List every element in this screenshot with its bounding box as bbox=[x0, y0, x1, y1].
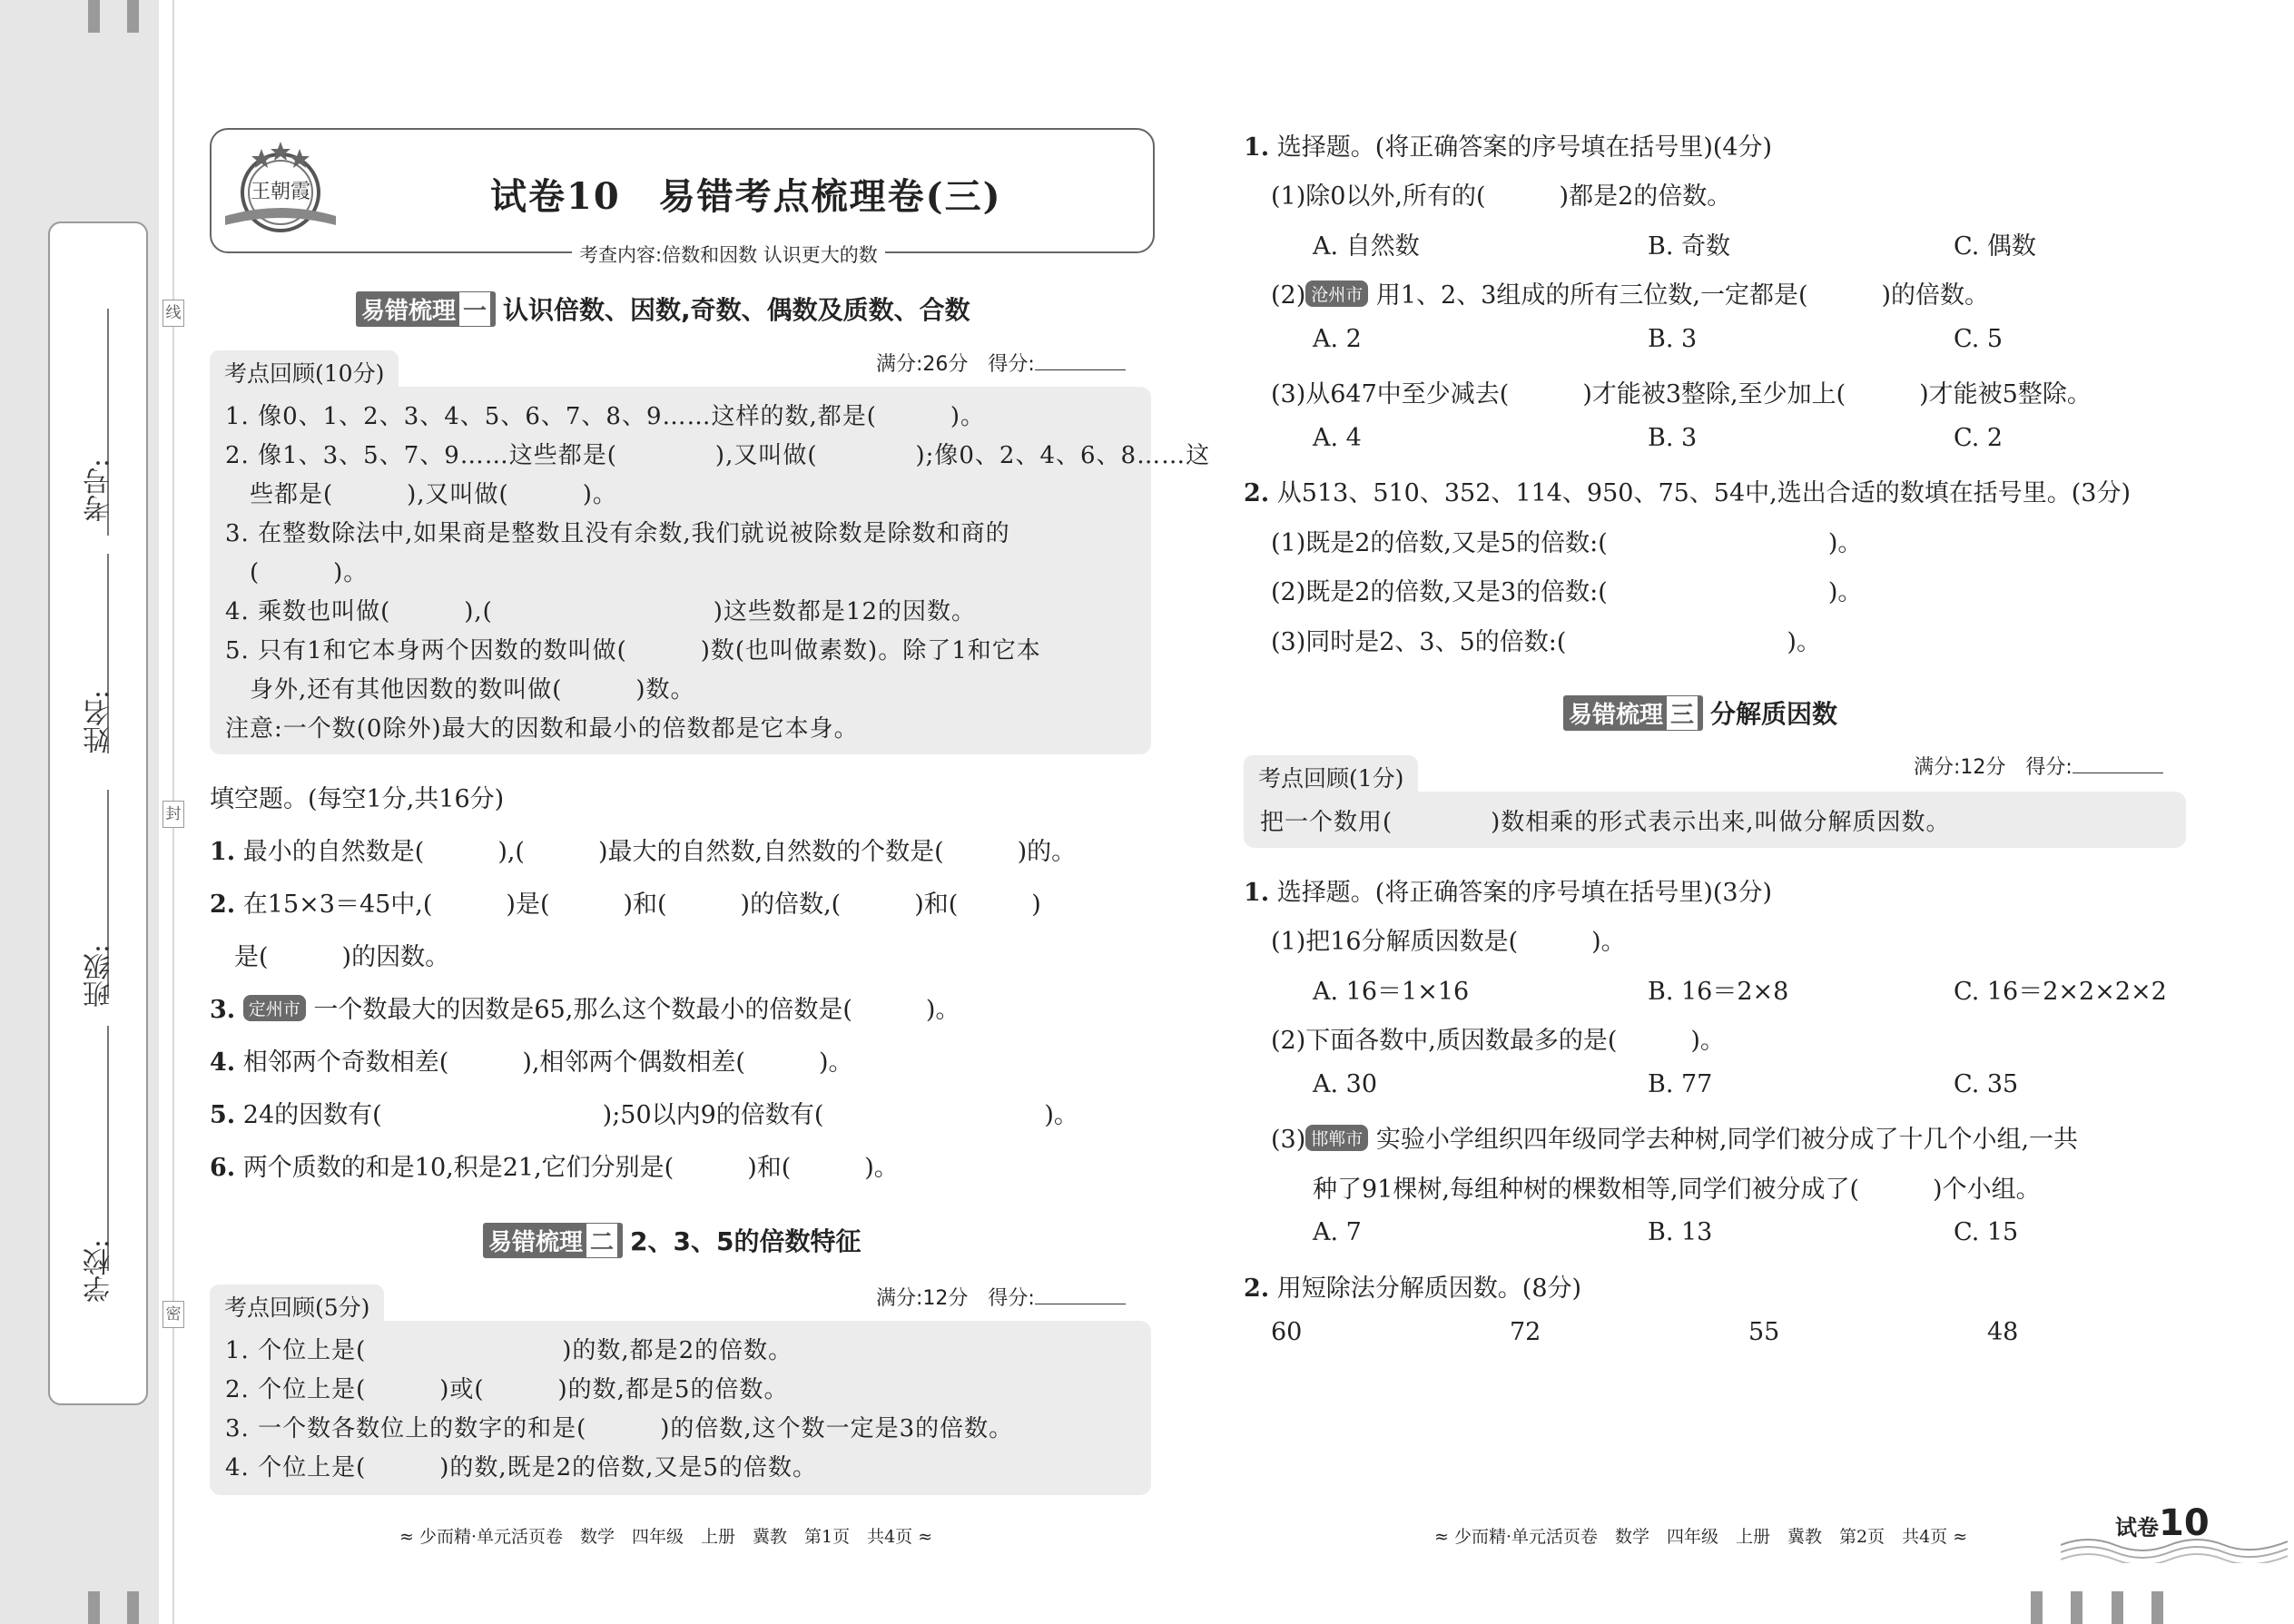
review-line: 1. 个位上是( )的数,都是2的倍数。 bbox=[225, 1337, 793, 1364]
review-line: 1. 像0、1、2、3、4、5、6、7、8、9……这样的数,都是( )。 bbox=[225, 403, 986, 430]
city-tag: 定州市 bbox=[243, 995, 306, 1021]
tick-mark bbox=[127, 0, 139, 33]
review-line: 2. 像1、3、5、7、9……这些都是( ),又叫做( );像0、2、4、6、8……这 bbox=[225, 442, 1211, 469]
cut-mark-secret: 密 bbox=[162, 1301, 184, 1328]
factor-number: 48 bbox=[1987, 1318, 2019, 1346]
section3-tag: 易错梳理 三 bbox=[1563, 695, 1703, 731]
tick-mark bbox=[88, 1591, 100, 1624]
option-b[interactable]: B. 3 bbox=[1648, 424, 1698, 452]
factor-number: 72 bbox=[1510, 1318, 1541, 1346]
logo-text: 王朝霞 bbox=[250, 181, 311, 203]
question-6: 6. 两个质数的和是10,积是21,它们分别是( )和( )。 bbox=[210, 1154, 899, 1182]
right-q1-2-stem: (2) 沧州市 用1、2、3组成的所有三位数,一定都是( )的倍数。 bbox=[1271, 281, 1990, 310]
section1-tag: 易错梳理 一 bbox=[356, 291, 496, 327]
question-4: 4. 相邻两个奇数相差( ),相邻两个偶数相差( )。 bbox=[210, 1048, 853, 1077]
option-a[interactable]: A. 2 bbox=[1313, 325, 1362, 353]
review-line: 3. 一个数各数位上的数字的和是( )的倍数,这个数一定是3的倍数。 bbox=[225, 1415, 1014, 1442]
right-q2-title: 2. 从513、510、352、114、950、75、54中,选出合适的数填在括号里。(3分) bbox=[1244, 479, 2131, 507]
right-q1-1-stem: (1)除0以外,所有的( )都是2的倍数。 bbox=[1271, 182, 1732, 211]
question-5: 5. 24的因数有( );50以内9的倍数有( )。 bbox=[210, 1101, 1078, 1129]
s3-q1-1-stem: (1)把16分解质因数是( )。 bbox=[1271, 928, 1626, 956]
score-blank[interactable] bbox=[1035, 369, 1126, 370]
right-q2-item: (2)既是2的倍数,又是3的倍数:( )。 bbox=[1271, 578, 1863, 606]
s3-q1-title: 1. 选择题。(将正确答案的序号填在括号里)(3分) bbox=[1244, 879, 1773, 907]
right-q2-item: (3)同时是2、3、5的倍数:( )。 bbox=[1271, 628, 1821, 656]
cut-mark-line: 线 bbox=[162, 300, 184, 327]
option-b[interactable]: B. 3 bbox=[1648, 325, 1698, 353]
section2-heading: 易错梳理 二 2、3、5的倍数特征 bbox=[483, 1222, 861, 1258]
option-c[interactable]: C. 16＝2×2×2×2 bbox=[1954, 978, 2167, 1006]
tick-mark bbox=[88, 0, 100, 33]
tick-mark bbox=[2031, 1591, 2043, 1624]
option-a[interactable]: A. 自然数 bbox=[1313, 232, 1420, 261]
s3-q1-3-stem: (3) 邯郸市 实验小学组织四年级同学去种树,同学们被分成了十几个小组,一共 bbox=[1271, 1126, 2079, 1154]
tick-mark bbox=[127, 1591, 139, 1624]
section1-review-tab: 考点回顾(10分) bbox=[210, 350, 399, 394]
option-c[interactable]: C. 偶数 bbox=[1954, 232, 2036, 261]
class-label: 班级: bbox=[84, 944, 115, 1009]
review-line: 把一个数用( )数相乘的形式表示出来,叫做分解质因数。 bbox=[1260, 809, 1951, 836]
city-tag: 沧州市 bbox=[1305, 281, 1368, 307]
option-c[interactable]: C. 5 bbox=[1954, 325, 2004, 353]
question-2: 2. 在15×3＝45中,( )是( )和( )的倍数,( )和( ) bbox=[210, 891, 1041, 919]
section3-score: 满分:12分 得分: bbox=[1914, 752, 2163, 780]
option-b[interactable]: B. 77 bbox=[1648, 1070, 1713, 1098]
footer-left: ≈ 少而精·单元活页卷 数学 四年级 上册 冀教 第1页 共4页 ≈ bbox=[399, 1527, 933, 1547]
factor-number: 55 bbox=[1748, 1318, 1780, 1346]
right-q1-title: 1. 选择题。(将正确答案的序号填在括号里)(4分) bbox=[1244, 133, 1773, 162]
option-c[interactable]: C. 15 bbox=[1954, 1218, 2019, 1246]
paper-title: 试卷10 易错考点梳理卷(三) bbox=[490, 175, 1002, 218]
footer-right: ≈ 少而精·单元活页卷 数学 四年级 上册 冀教 第2页 共4页 ≈ bbox=[1434, 1527, 1968, 1547]
exam-number-label: 考号: bbox=[84, 458, 115, 523]
s3-q2-title: 2. 用短除法分解质因数。(8分) bbox=[1244, 1275, 1582, 1303]
review-line: 身外,还有其他因数的数叫做( )数。 bbox=[225, 676, 695, 704]
section2-score: 满分:12分 得分: bbox=[876, 1283, 1126, 1311]
section3-heading: 易错梳理 三 分解质因数 bbox=[1563, 694, 1837, 731]
tick-mark bbox=[2071, 1591, 2082, 1624]
review-line: 4. 个位上是( )的数,既是2的倍数,又是5的倍数。 bbox=[225, 1454, 817, 1481]
review-line: 5. 只有1和它本身两个因数的数叫做( )数(也叫做素数)。除了1和它本 bbox=[225, 637, 1041, 664]
section1-score: 满分:26分 得分: bbox=[876, 349, 1126, 377]
review-note: 注意:一个数(0除外)最大的因数和最小的倍数都是它本身。 bbox=[225, 715, 859, 743]
tick-mark bbox=[2151, 1591, 2163, 1624]
question-3: 3. 定州市 一个数最大的因数是65,那么这个数最小的倍数是( )。 bbox=[210, 996, 960, 1024]
s3-q1-3-stem-cont: 种了91棵树,每组种树的棵数相等,同学们被分成了( )个小组。 bbox=[1313, 1176, 2041, 1204]
publisher-logo bbox=[222, 136, 340, 238]
review-line: ( )。 bbox=[225, 559, 369, 586]
option-a[interactable]: A. 4 bbox=[1313, 424, 1362, 452]
factor-number: 60 bbox=[1271, 1318, 1303, 1346]
school-label: 学校: bbox=[84, 1239, 115, 1304]
section1-heading: 易错梳理 一 认识倍数、因数,奇数、偶数及质数、合数 bbox=[356, 290, 970, 327]
review-line: 3. 在整数除法中,如果商是整数且没有余数,我们就说被除数是除数和商的 bbox=[225, 520, 1010, 547]
right-q1-3-stem: (3)从647中至少减去( )才能被3整除,至少加上( )才能被5整除。 bbox=[1271, 380, 2092, 408]
name-label: 姓名: bbox=[84, 690, 115, 754]
tick-mark bbox=[2112, 1591, 2123, 1624]
option-b[interactable]: B. 13 bbox=[1648, 1218, 1713, 1246]
right-q2-item: (1)既是2的倍数,又是5的倍数:( )。 bbox=[1271, 529, 1863, 557]
paper-subtitle: 考查内容:倍数和因数 认识更大的数 bbox=[572, 241, 885, 268]
option-a[interactable]: A. 7 bbox=[1313, 1218, 1362, 1246]
section2-review-tab: 考点回顾(5分) bbox=[210, 1284, 384, 1328]
section2-tag: 易错梳理 二 bbox=[483, 1223, 623, 1258]
option-b[interactable]: B. 奇数 bbox=[1648, 232, 1731, 261]
cut-mark-seal: 封 bbox=[162, 801, 184, 828]
question-2-cont: 是( )的因数。 bbox=[234, 943, 450, 971]
fill-title: 填空题。(每空1分,共16分) bbox=[210, 785, 505, 813]
review-line: 些都是( ),又叫做( )。 bbox=[225, 481, 617, 508]
paper-number-badge: 试卷10 bbox=[2115, 1502, 2210, 1544]
section3-review-tab: 考点回顾(1分) bbox=[1244, 755, 1418, 799]
option-c[interactable]: C. 2 bbox=[1954, 424, 2004, 452]
option-a[interactable]: A. 30 bbox=[1313, 1070, 1378, 1098]
option-a[interactable]: A. 16＝1×16 bbox=[1313, 978, 1470, 1006]
student-info-box bbox=[48, 221, 148, 1405]
option-c[interactable]: C. 35 bbox=[1954, 1070, 2019, 1098]
option-b[interactable]: B. 16＝2×8 bbox=[1648, 978, 1789, 1006]
review-line: 4. 乘数也叫做( ),( )这些数都是12的因数。 bbox=[225, 598, 976, 625]
s3-q1-2-stem: (2)下面各数中,质因数最多的是( )。 bbox=[1271, 1027, 1725, 1055]
city-tag: 邯郸市 bbox=[1305, 1125, 1368, 1151]
question-1: 1. 最小的自然数是( ),( )最大的自然数,自然数的个数是( )的。 bbox=[210, 838, 1077, 866]
review-line: 2. 个位上是( )或( )的数,都是5的倍数。 bbox=[225, 1376, 789, 1403]
school-field[interactable] bbox=[107, 1026, 109, 1271]
